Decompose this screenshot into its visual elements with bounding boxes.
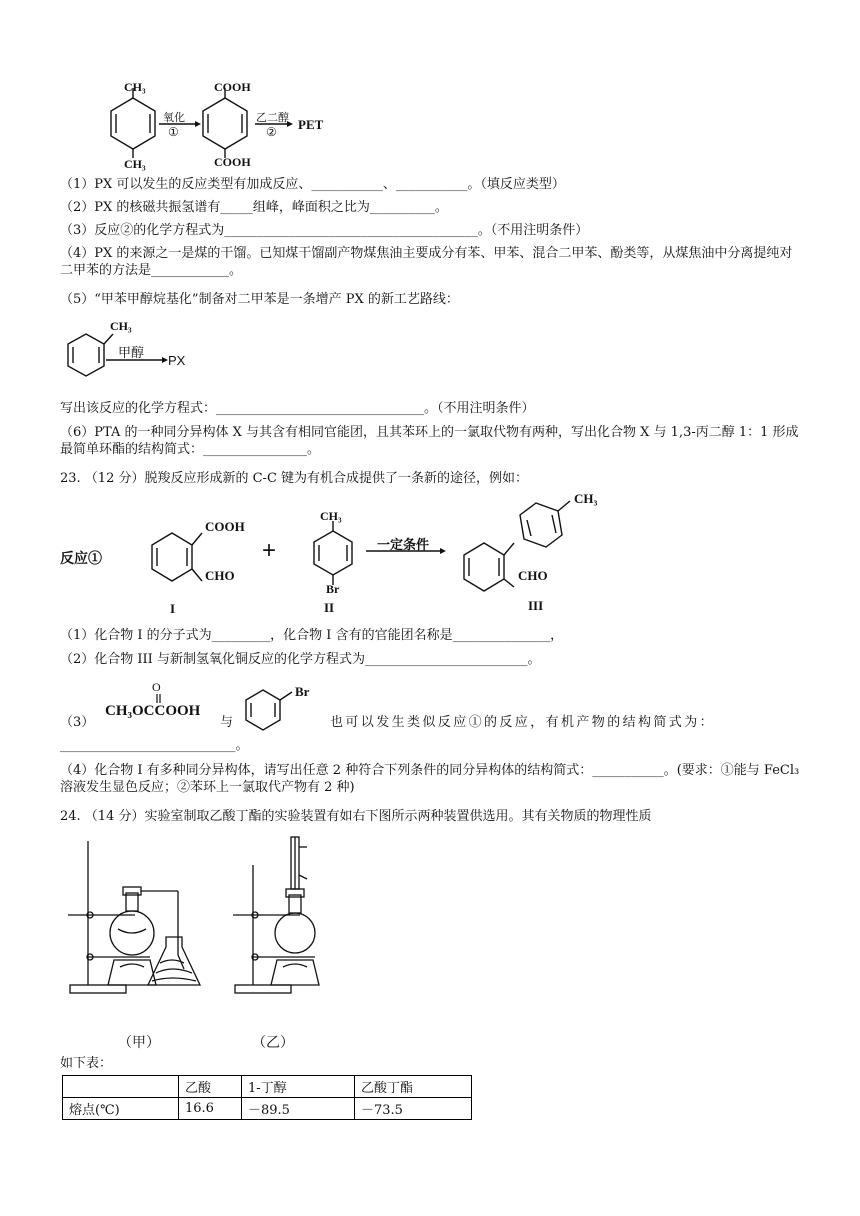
reaction-condition-label: 一定条件	[377, 537, 430, 552]
arrow1-label-bottom: ①	[168, 125, 179, 139]
arrow1-label-top: 氧化	[163, 111, 185, 124]
q23-part4: （4）化合物 I 有多种同分异构体，请写出任意 2 种符合下列条件的同分异构体的结构简式：___________。(要求：①能与 FeCl₃溶液发生显色反应；②苯环上一氯取代产物有 2 种)	[60, 763, 800, 795]
q23-part2: （2）化合物 III 与新制氢氧化铜反应的化学方程式为_________________________。	[60, 652, 541, 667]
arrow2-label-bottom: ②	[266, 125, 277, 139]
physical-properties-table	[62, 1075, 472, 1120]
table-cell: 熔点(℃)	[63, 1098, 179, 1120]
px-top-methyl: CH₃	[124, 80, 146, 94]
compound-ii-methyl: CH₃	[320, 509, 342, 523]
table-cell: －89.5	[242, 1098, 355, 1120]
reaction-1-label: 反应①	[60, 550, 102, 566]
methanol-label: 甲醇	[118, 346, 145, 361]
table-row	[63, 1098, 472, 1120]
plus-sign: +	[262, 537, 277, 564]
methyl-oxalate-formula: CH₃OCCOOH	[105, 703, 201, 719]
q22-part3: （3）反应②的化学方程式为_______________________________________。（不用注明条件）	[60, 223, 589, 238]
q23-part3-number: （3）	[60, 715, 95, 730]
px-bottom-methyl: CH₃	[124, 157, 146, 171]
apparatus-jia-label: （甲）	[118, 1035, 160, 1051]
q23-part3-with: 与	[220, 715, 234, 730]
pet-label: PET	[298, 117, 324, 132]
compound-i-label: I	[170, 601, 176, 616]
q22-part5: （5）“甲苯甲醇烷基化”制备对二甲苯是一条增产 PX 的新工艺路线：	[60, 292, 459, 307]
table-header-cell: 1-丁醇	[242, 1076, 355, 1098]
table-cell: －73.5	[355, 1098, 472, 1120]
q22-part6: （6）PTA 的一种同分异构体 X 与其含有相同官能团，且其苯环上的一氯取代物有两种，写出化合物 X 与 1,3-丙二醇 1：1 形成最简单环酯的结构简式：________________。	[60, 425, 799, 457]
compound-ii-br: Br	[326, 582, 340, 596]
compound-iii-cho: CHO	[518, 568, 548, 583]
table-cell: 16.6	[179, 1098, 242, 1120]
bromobenzene-br: Br	[295, 684, 310, 699]
reaction-1-diagram	[140, 495, 620, 615]
apparatus-yi-label: （乙）	[252, 1035, 294, 1051]
px-product-label: PX	[168, 353, 186, 368]
toluene-methyl: CH₃	[110, 319, 132, 333]
table-header-cell	[63, 1076, 179, 1098]
compound-i-cho: CHO	[205, 568, 235, 583]
apparatus-jia	[60, 835, 230, 1025]
q22-part5-equation: 写出该反应的化学方程式：________________________________。（不用注明条件）	[60, 401, 535, 416]
table-header-cell: 乙酸丁酯	[355, 1076, 472, 1098]
q23-part3-text: 也可以发生类似反应①的反应，有机产物的结构简式为：	[330, 715, 716, 730]
q24-header: 24. （14 分）实验室制取乙酸丁酯的实验装置有如右下图所示两种装置供选用。其有关物质的物理性质	[60, 809, 652, 824]
carbonyl-o: O	[152, 680, 161, 694]
q22-part1: （1）PX 可以发生的反应类型有加成反应、___________、___________。（填反应类型）	[60, 177, 565, 192]
q23-part1: （1）化合物 I 的分子式为_________，化合物 I 含有的官能团名称是_______________，	[60, 628, 564, 643]
compound-iii-methyl: CH₃	[574, 491, 598, 506]
table-intro: 如下表：	[60, 1056, 113, 1071]
apparatus-yi	[225, 835, 345, 1025]
table-header-row	[63, 1076, 472, 1098]
q22-part2: （2）PX 的核磁共振氢谱有_____组峰，峰面积之比为__________。	[60, 200, 448, 215]
q23-part3-answer-blank: ___________________________。	[60, 738, 249, 753]
compound-iii-label: III	[528, 598, 544, 613]
arrow2-label-top: 乙二醇	[256, 111, 289, 124]
table-header-cell: 乙酸	[179, 1076, 242, 1098]
pta-top-cooh: COOH	[214, 80, 251, 94]
compound-ii-label: II	[324, 600, 335, 615]
compound-i-cooh: COOH	[205, 519, 245, 534]
pta-bottom-cooh: COOH	[214, 155, 251, 169]
q23-header: 23. （12 分）脱羧反应形成新的 C-C 键为有机合成提供了一条新的途径，例如：	[60, 471, 529, 486]
q22-part4: （4）PX 的来源之一是煤的干馏。已知煤干馏副产物煤焦油主要成分有苯、甲苯、混合二甲苯、酚类等，从煤焦油中分离提纯对二甲苯的方法是____________。	[60, 246, 793, 278]
